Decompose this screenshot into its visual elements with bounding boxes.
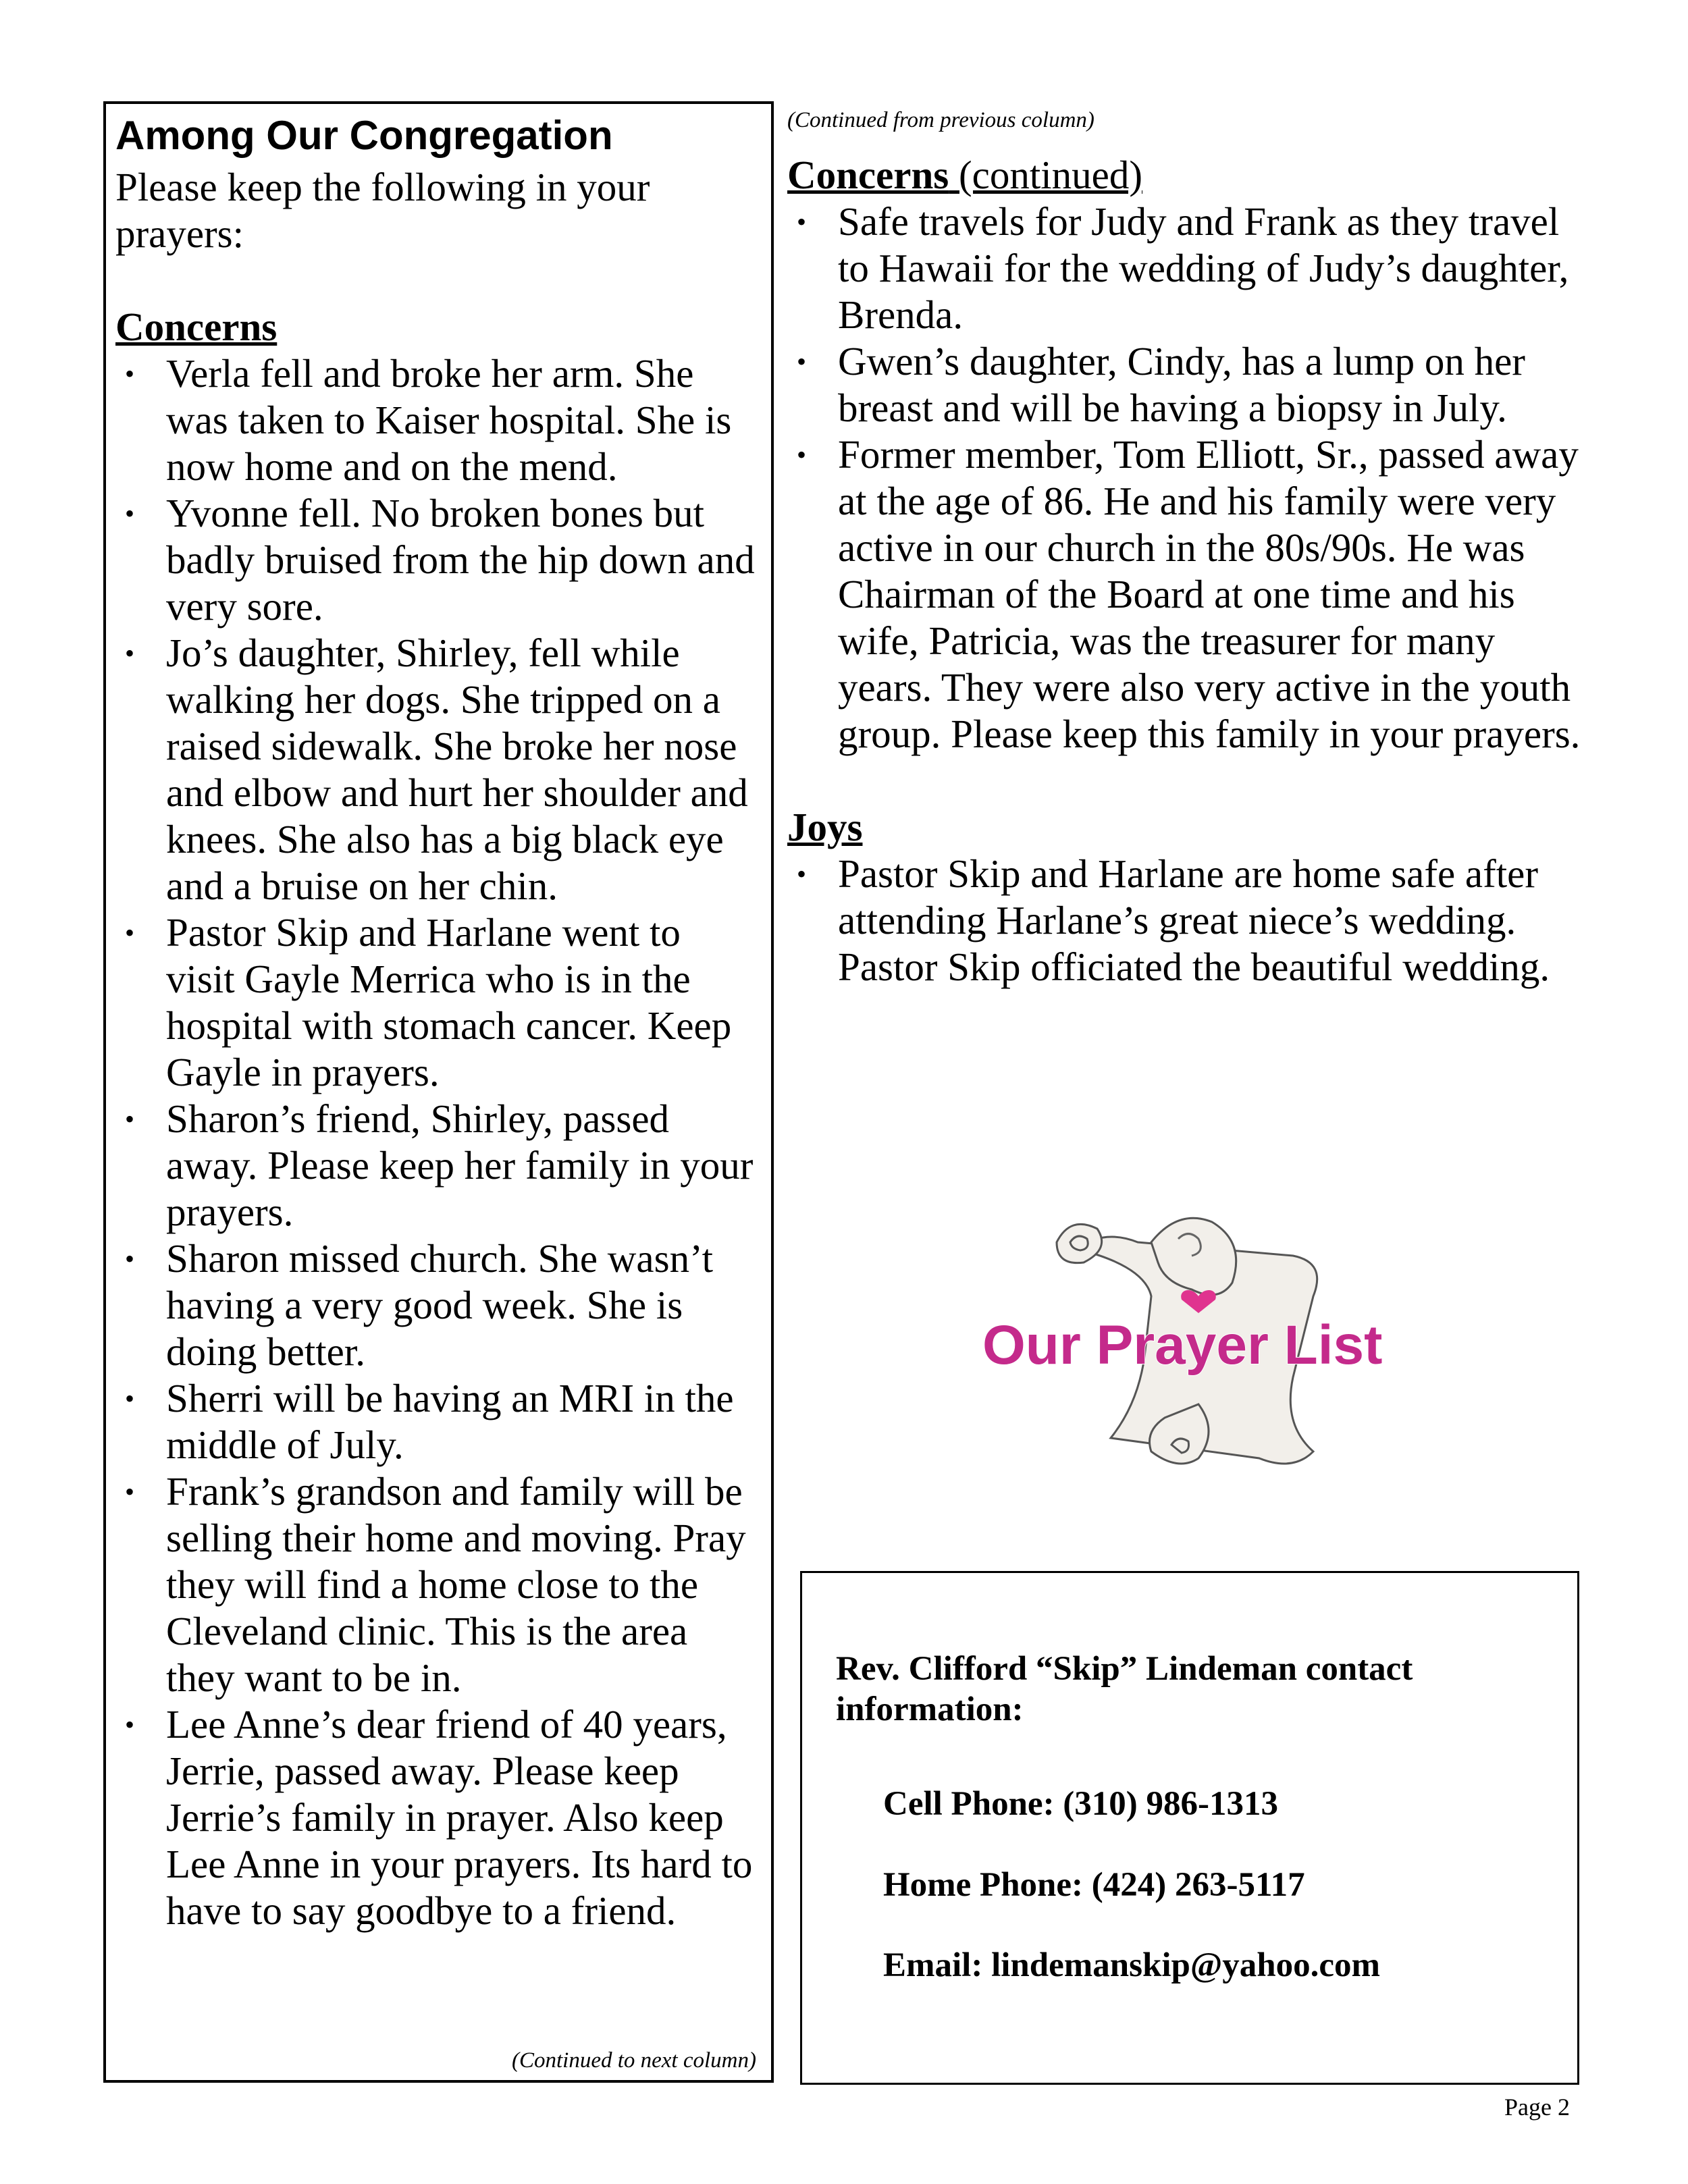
list-item: • Gwen’s daughter, Cindy, has a lump on her breast and will be having a biopsy in July. — [797, 339, 1525, 430]
list-item: • Sherri will be having an MRI in the middle of July. — [125, 1376, 734, 1467]
concerns-continued-list — [787, 198, 1584, 757]
joys-heading: Joys — [787, 805, 863, 849]
email-address[interactable]: Email: lindemanskip@yahoo.com — [883, 1946, 1381, 1984]
bullet-icon: • — [125, 1104, 135, 1134]
bullet-icon: • — [125, 638, 135, 668]
list-item: • Pastor Skip and Harlane went to visit Gayle Merrica who is in the hospital with stomach cancer. Keep Gayle in prayers. — [125, 910, 732, 1094]
bullet-icon: • — [797, 346, 807, 377]
bullet-icon: • — [125, 917, 135, 948]
bullet-icon: • — [125, 358, 135, 389]
bullet-icon: • — [125, 1383, 135, 1414]
list-item: • Former member, Tom Elliott, Sr., passed away at the age of 86. He and his family were very active in our church in the 80s/90s. He was Chairman of the Board at one time and his wife, Patricia, was the treasurer for many years. They were also very active in the youth group. Please keep this family in your prayers. — [797, 432, 1581, 756]
list-item: • Safe travels for Judy and Frank as they travel to Hawaii for the wedding of Judy’s daughter, Brenda. — [797, 199, 1569, 337]
bullet-icon: • — [125, 1244, 135, 1274]
congregation-box — [103, 101, 774, 2083]
list-item: • Verla fell and broke her arm. She was taken to Kaiser hospital. She is now home and on the mend. — [125, 351, 732, 489]
home-phone: Home Phone: (424) 263-5117 — [883, 1866, 1305, 1904]
list-item: • Jo’s daughter, Shirley, fell while walking her dogs. She tripped on a raised sidewalk. She broke her nose and elbow and hurt her shoulder and knees. She also has a big black eye and a bruise on her chin. — [125, 631, 748, 908]
list-item: • Sharon’s friend, Shirley, passed away. Please keep her family in your prayers. — [125, 1096, 754, 1234]
list-item: • Pastor Skip and Harlane are home safe after attending Harlane’s great niece’s wedding. Pastor Skip officiated the beautiful wedding. — [797, 851, 1550, 989]
list-item: • Frank’s grandson and family will be selling their home and moving. Pray they will find a home close to the Cleveland clinic. This is the area they want to be in. — [125, 1469, 746, 1700]
continued-from-previous-note: (Continued from previous column) — [787, 108, 1094, 132]
bullet-icon: • — [797, 859, 807, 889]
bullet-icon: • — [125, 1709, 135, 1740]
contact-heading: Rev. Clifford “Skip” Lindeman contact information: — [836, 1650, 1413, 1728]
contact-info-box — [800, 1571, 1579, 2085]
prayer-list-text: Our Prayer List — [982, 1314, 1383, 1376]
bullet-icon: • — [125, 498, 135, 529]
intro-text: Please keep the following in your prayers: — [115, 165, 650, 256]
continued-to-next-note: (Continued to next column) — [511, 2048, 756, 2073]
joys-list — [787, 851, 1584, 990]
concerns-heading: Concerns — [115, 304, 278, 349]
list-item: • Sharon missed church. She wasn’t having a very good week. She is doing better. — [125, 1236, 714, 1374]
list-item: • Lee Anne’s dear friend of 40 years, Jerrie, passed away. Please keep Jerrie’s family in prayer. Also keep Lee Anne in your prayers. Its hard to have to say goodbye to a friend. — [125, 1702, 753, 1933]
right-column — [787, 108, 1598, 990]
bullet-icon: • — [125, 1476, 135, 1507]
cell-phone: Cell Phone: (310) 986-1313 — [883, 1785, 1279, 1823]
section-title: Among Our Congregation — [115, 113, 613, 158]
prayer-list-scroll-image — [976, 1202, 1394, 1485]
page-number: Page 2 — [1504, 2094, 1570, 2121]
bullet-icon: • — [797, 440, 807, 470]
bullet-icon: • — [797, 207, 807, 237]
concerns-list — [115, 350, 757, 1934]
list-item: • Yvonne fell. No broken bones but badly bruised from the hip down and very sore. — [125, 491, 755, 629]
concerns-continued-heading: Concerns (continued) — [787, 153, 1142, 197]
